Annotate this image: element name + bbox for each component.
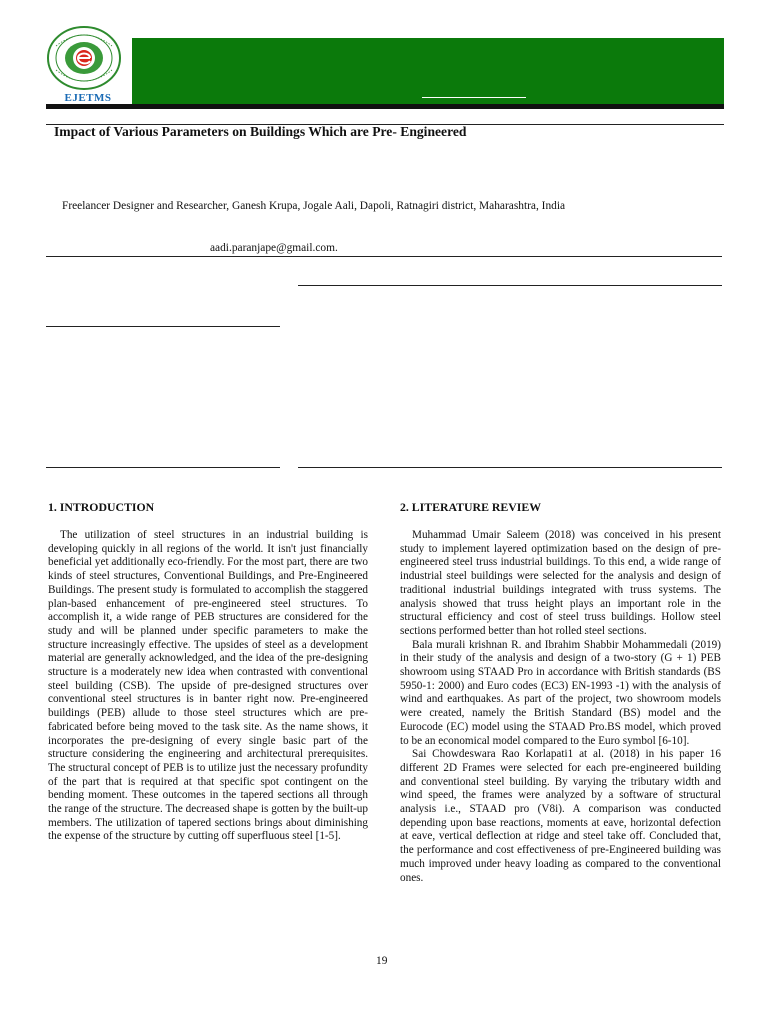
- introduction-heading: 1. INTRODUCTION: [48, 500, 155, 514]
- banner-underline: [422, 97, 526, 98]
- author-email[interactable]: aadi.paranjape@gmail.com.: [210, 242, 338, 254]
- info-bottom-rule: [46, 467, 280, 468]
- abstract-top-rule: [298, 285, 722, 286]
- literature-paragraph: Sai Chowdeswara Rao Korlapati1 at al. (2018) in his paper 16 different 2D Frames were selected for each pre-engineered building and conventional steel building. By varying the tributary width and wind speed, the frames were analyzed by a software of structural analysis i.e., STAAD pro (V8i). A comparison was conducted depending upon base reactions, moments at eave, horizontal defection at eave, vertical deflection at ridge and steel take off. Concluded that, the performance and cost effectiveness of pre-Engineered building was much improved under heavy loading as compared to the conventional ones.: [400, 748, 721, 884]
- info-rule: [46, 326, 280, 327]
- paper-title: Impact of Various Parameters on Buildings Which are Pre- Engineered: [54, 124, 467, 139]
- literature-review-heading: 2. LITERATURE REVIEW: [400, 500, 542, 514]
- literature-review-body: [400, 529, 721, 885]
- literature-paragraph: Bala murali krishnan R. and Ibrahim Shabbir Mohammedali (2019) in their study of the analysis and design of a two-story (G + 1) PEB showroom using STAAD Pro in accordance with British standards (BS 5950-1: 2000) and Euro codes (EC3) EN-1993 -1) with the analysis of wind and earthquakes. As part of the project, two showroom models were created, namely the British Standard (BS) model and the Eurocode (EC) model using the STAAD Pro.BS model, which proved to be an economical model compared to the Euro symbol [6-10].: [400, 638, 721, 747]
- introduction-body: [48, 529, 368, 844]
- introduction-paragraph: The utilization of steel structures in an industrial building is developing quickly in all regions of the world. It isn't just financially beneficial yet additionally eco-friendly. For the most part, there are two kinds of steel structures, Conventional Buildings, and Pre-Engineered Buildings. The present study is formulated to accomplish the staggered plan-based enhancement of pre-engineered steel structures. To accomplish it, a wide range of PEB structures are considered for the study and will be planned under specific parameters to make the structure increasingly effective. The upsides of steel as a development material are generally acknowledged, and the idea of the pre-designing structure is a moderately new idea when contrasted with conventional steel building (CSB). The upside of pre-designed structures over conventional steel structures is in banter right now. Pre-engineered buildings (PEB) allude to those steel structures which are pre-fabricated before being moved to the task site. As the name shows, it incorporates the pre-designing of every single basic part of the structure considering the engineering and architectural prerequisites. The structural concept of PEB is to utilize just the necessary profundity of the part that is required at that specific spot contingent on the bending moment. These outcomes in the tapered sections all through the range of the structure. The decreased shape is gotten by the built-up members. The utilization of tapered sections brings about diminishing the expense of the structure by cutting off superfluous steel [1-5].: [48, 529, 368, 843]
- abstract-bottom-rule: [298, 467, 722, 468]
- journal-logo-text: EJETMS: [64, 92, 112, 104]
- author-affiliation: Freelancer Designer and Researcher, Ganesh Krupa, Jogale Aali, Dapoli, Ratnagiri district, Maharashtra, India: [62, 200, 566, 212]
- journal-banner: [132, 38, 724, 104]
- header-rule: [46, 104, 724, 109]
- email-rule: [46, 256, 722, 257]
- page-number: 19: [376, 955, 388, 967]
- literature-paragraph: Muhammad Umair Saleem (2018) was conceived in his present study to implement layered optimization based on the design of pre-engineered steel truss industrial buildings. To this end, a wide range of industrial steel buildings were selected for the analysis and design of traditional industrial buildings integrated with truss systems. The analysis showed that truss height plays an important role in the structural efficiency and cost of steel truss buildings. Hollow steel sections performed better than hot rolled steel sections.: [400, 529, 721, 637]
